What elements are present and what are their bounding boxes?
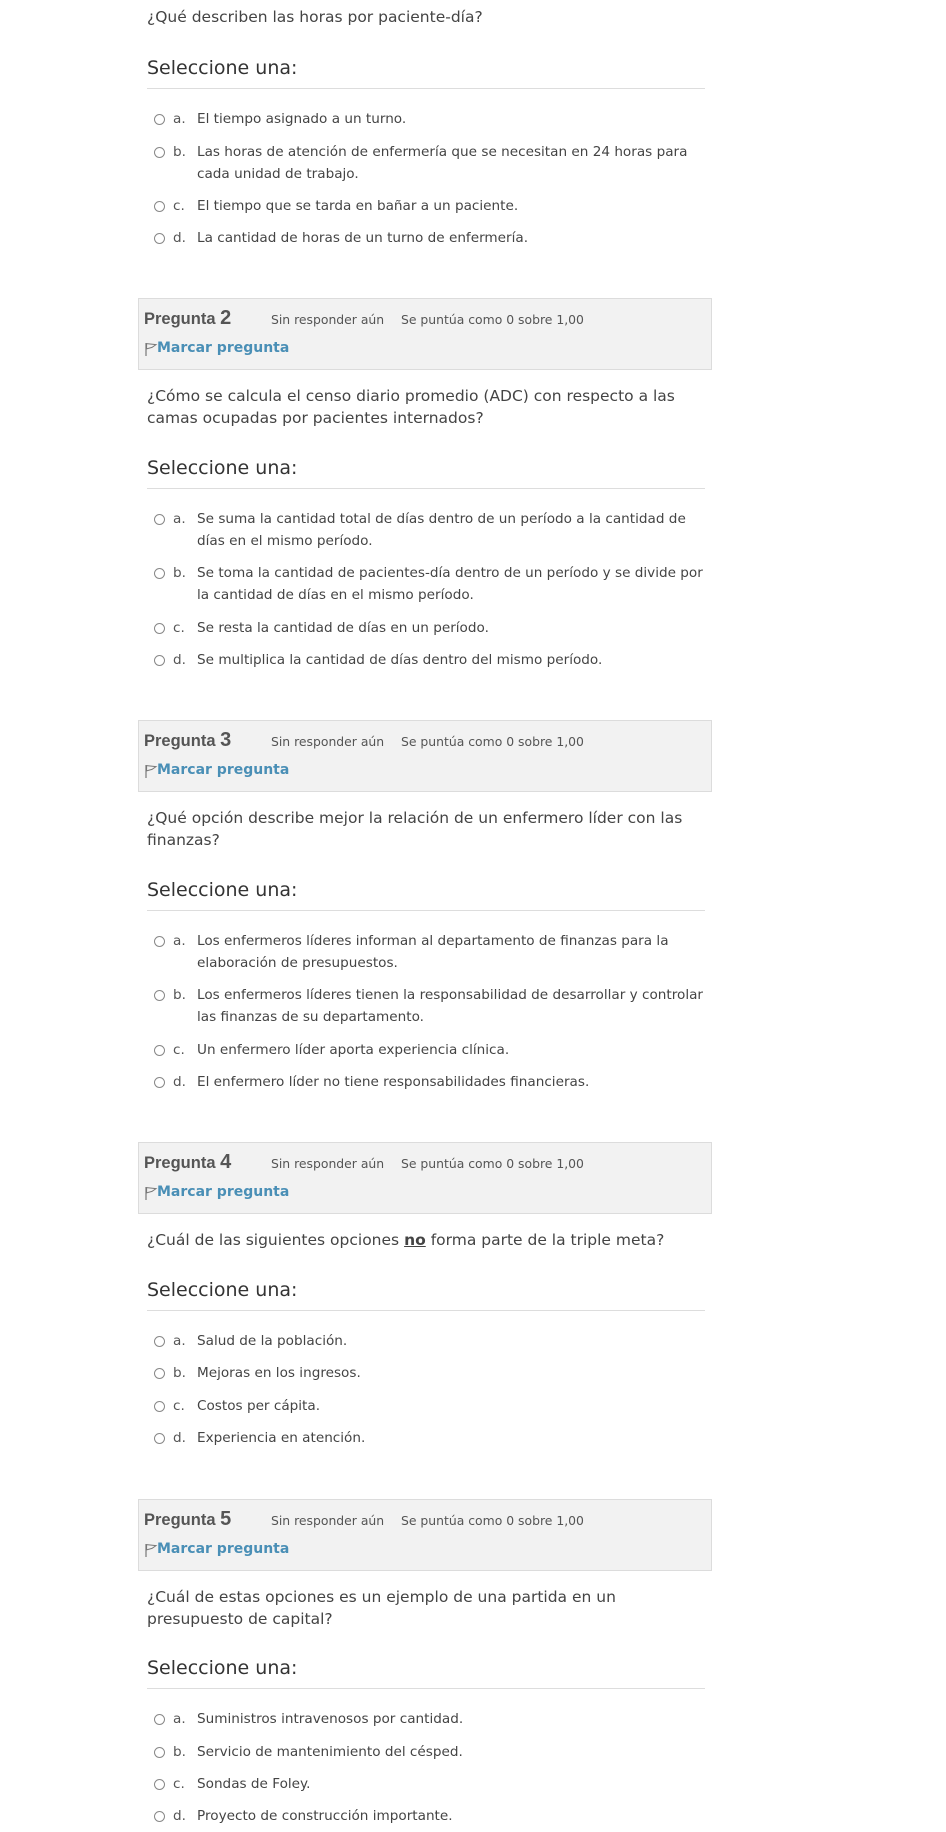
emphasis-no: no	[404, 1231, 426, 1249]
answer-option[interactable]	[152, 649, 712, 671]
option-letter: c.	[173, 1398, 185, 1414]
question-number: 3	[220, 729, 232, 751]
question-state: Sin responder aún	[271, 734, 385, 749]
answer-prompt: Seleccione una:	[147, 456, 705, 489]
radio-button[interactable]	[154, 1811, 165, 1822]
option-text: La cantidad de horas de un turno de enfermería.	[197, 230, 529, 246]
radio-button[interactable]	[154, 1747, 165, 1758]
answer-prompt: Seleccione una:	[147, 1656, 705, 1689]
question-number: 5	[220, 1508, 232, 1530]
option-text: Salud de la población.	[197, 1333, 348, 1349]
option-letter: d.	[173, 1074, 186, 1090]
radio-button[interactable]	[154, 1336, 165, 1347]
question-text: ¿Qué opción describe mejor la relación de un enfermero líder con las finanzas?	[147, 809, 683, 849]
question-info-box	[138, 1142, 712, 1214]
radio-button[interactable]	[154, 1433, 165, 1444]
question-grade: Se puntúa como 0 sobre 1,00	[401, 312, 584, 327]
answer-prompt: Seleccione una:	[147, 1278, 705, 1311]
answer-option[interactable]	[152, 195, 712, 217]
answer-option[interactable]	[152, 508, 712, 552]
flag-question-link[interactable]: Marcar pregunta	[157, 762, 290, 778]
option-text: Mejoras en los ingresos.	[197, 1365, 361, 1381]
question-info-box	[138, 1499, 712, 1571]
radio-button[interactable]	[154, 201, 165, 212]
option-text: Suministros intravenosos por cantidad.	[197, 1711, 464, 1727]
radio-button[interactable]	[154, 1077, 165, 1088]
answer-option[interactable]	[152, 1741, 712, 1763]
option-letter: b.	[173, 987, 186, 1003]
option-letter: c.	[173, 198, 185, 214]
option-text: Se multiplica la cantidad de días dentro del mismo período.	[197, 652, 603, 668]
answer-option[interactable]	[152, 930, 712, 974]
option-text: Servicio de mantenimiento del césped.	[197, 1744, 463, 1760]
radio-button[interactable]	[154, 1368, 165, 1379]
option-letter: c.	[173, 1042, 185, 1058]
option-letter: b.	[173, 1365, 186, 1381]
option-text: El enfermero líder no tiene responsabilidades financieras.	[197, 1074, 590, 1090]
option-letter: d.	[173, 1808, 186, 1824]
option-letter: a.	[173, 1333, 186, 1349]
option-text: El tiempo asignado a un turno.	[197, 111, 407, 127]
answer-option[interactable]	[152, 1805, 712, 1827]
option-letter: a.	[173, 1711, 186, 1727]
option-text: Sondas de Foley.	[197, 1776, 311, 1792]
question-grade: Se puntúa como 0 sobre 1,00	[401, 1513, 584, 1528]
option-letter: a.	[173, 111, 186, 127]
radio-button[interactable]	[154, 114, 165, 125]
radio-button[interactable]	[154, 1779, 165, 1790]
option-text: Proyecto de construcción importante.	[197, 1808, 453, 1824]
radio-button[interactable]	[154, 623, 165, 634]
question-label: Pregunta 5	[144, 1508, 232, 1530]
answer-option[interactable]	[152, 1362, 712, 1384]
option-text: Costos per cápita.	[197, 1398, 321, 1414]
radio-button[interactable]	[154, 936, 165, 947]
option-letter: d.	[173, 1430, 186, 1446]
option-letter: d.	[173, 230, 186, 246]
question-text: ¿Cuál de estas opciones es un ejemplo de una partida en un presupuesto de capital?	[147, 1588, 616, 1628]
radio-button[interactable]	[154, 233, 165, 244]
question-state: Sin responder aún	[271, 1156, 385, 1171]
radio-button[interactable]	[154, 514, 165, 525]
option-letter: b.	[173, 565, 186, 581]
option-text: Un enfermero líder aporta experiencia clínica.	[197, 1042, 510, 1058]
radio-button[interactable]	[154, 568, 165, 579]
answer-option[interactable]	[152, 1395, 712, 1417]
question-info-box	[138, 298, 712, 370]
flag-question-link[interactable]: Marcar pregunta	[157, 340, 290, 356]
question-text: ¿Cómo se calcula el censo diario promedio (ADC) con respecto a las camas ocupadas por pacientes internados?	[147, 387, 675, 427]
option-text: Se suma la cantidad total de días dentro de un período a la cantidad de días en el mismo período.	[197, 511, 686, 549]
option-text: Los enfermeros líderes tienen la responsabilidad de desarrollar y controlar las finanzas de su departamento.	[197, 987, 704, 1025]
option-text: Las horas de atención de enfermería que se necesitan en 24 horas para cada unidad de trabajo.	[197, 144, 688, 182]
answer-option[interactable]	[152, 108, 712, 130]
question-number: 4	[220, 1151, 232, 1173]
radio-button[interactable]	[154, 655, 165, 666]
question-info-box	[138, 720, 712, 792]
answer-option[interactable]	[152, 227, 712, 249]
option-text: Los enfermeros líderes informan al departamento de finanzas para la elaboración de presupuestos.	[197, 933, 669, 971]
answer-option[interactable]	[152, 1039, 712, 1061]
option-letter: d.	[173, 652, 186, 668]
answer-option[interactable]	[152, 1427, 712, 1449]
answer-option[interactable]	[152, 984, 712, 1028]
question-label: Pregunta 2	[144, 307, 232, 329]
option-text: El tiempo que se tarda en bañar a un paciente.	[197, 198, 519, 214]
answer-option[interactable]	[152, 141, 712, 185]
option-letter: a.	[173, 933, 186, 949]
option-letter: b.	[173, 1744, 186, 1760]
radio-button[interactable]	[154, 1401, 165, 1412]
answer-prompt: Seleccione una:	[147, 878, 705, 911]
answer-option[interactable]	[152, 1773, 712, 1795]
question-label: Pregunta 4	[144, 1151, 232, 1173]
question-state: Sin responder aún	[271, 312, 385, 327]
answer-option[interactable]	[152, 1330, 712, 1352]
answer-option[interactable]	[152, 562, 712, 606]
radio-button[interactable]	[154, 1045, 165, 1056]
question-text: ¿Qué describen las horas por paciente-día?	[147, 8, 483, 26]
option-text: Experiencia en atención.	[197, 1430, 366, 1446]
answer-option[interactable]	[152, 617, 712, 639]
question-grade: Se puntúa como 0 sobre 1,00	[401, 1156, 584, 1171]
question-grade: Se puntúa como 0 sobre 1,00	[401, 734, 584, 749]
answer-option[interactable]	[152, 1708, 712, 1730]
option-letter: b.	[173, 144, 186, 160]
radio-button[interactable]	[154, 990, 165, 1001]
question-state: Sin responder aún	[271, 1513, 385, 1528]
option-letter: c.	[173, 1776, 185, 1792]
option-text: Se resta la cantidad de días en un período.	[197, 620, 489, 636]
radio-button[interactable]	[154, 147, 165, 158]
option-letter: a.	[173, 511, 186, 527]
question-number: 2	[220, 307, 232, 329]
flag-question-link[interactable]: Marcar pregunta	[157, 1184, 290, 1200]
answer-option[interactable]	[152, 1071, 712, 1093]
question-label: Pregunta 3	[144, 729, 232, 751]
radio-button[interactable]	[154, 1714, 165, 1725]
question-text: ¿Cuál de las siguientes opciones no forma parte de la triple meta?	[147, 1231, 665, 1249]
answer-prompt: Seleccione una:	[147, 56, 705, 89]
flag-question-link[interactable]: Marcar pregunta	[157, 1541, 290, 1557]
option-text: Se toma la cantidad de pacientes-día dentro de un período y se divide por la cantidad de días en el mismo período.	[197, 565, 703, 603]
option-letter: c.	[173, 620, 185, 636]
